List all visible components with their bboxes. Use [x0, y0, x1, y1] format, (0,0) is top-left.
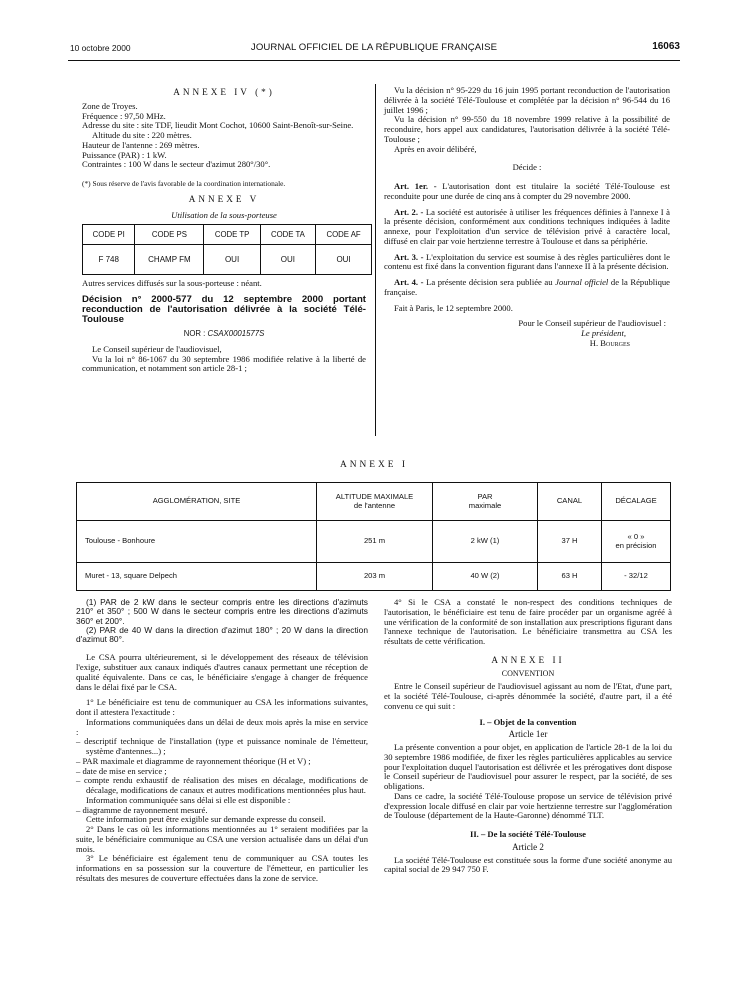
- footnote-1: (1) PAR de 2 kW dans le secteur compris entre les directions d'azimuts 210° et 350° ; 500 W dans le secteur compris entre les directions d'azimuts 360° et 200°.: [76, 597, 368, 626]
- annex2-title: ANNEXE II: [491, 654, 565, 665]
- article-4: [384, 278, 670, 298]
- article-text: L'autorisation dont est titulaire la société Télé-Toulouse est reconduite pour une durée de cinq ans à compter du 29 novembre 2000.: [384, 181, 670, 201]
- table-header-cell: CANAL: [538, 483, 602, 521]
- header-line: de l'antenne: [353, 500, 396, 510]
- page-number: 16063: [652, 41, 680, 52]
- table-row: [77, 521, 671, 563]
- offset-cell: - 32/12: [602, 563, 671, 591]
- body-paragraph: Informations communiquées dans un délai de deux mois après la mise en service :: [76, 716, 368, 737]
- article-text: La société est autorisée à utiliser les fréquences définies à l'annexe I à la présente décision, conformément aux conditions techniques indiquées à ladite annexe, pour l'exploitation d'un service de télévision privé à caractère local, diffusé en clair par voie hertzienne terrestre à Toulouse et dans sa périphérie.: [384, 206, 670, 246]
- right-column-top: [384, 86, 670, 349]
- table-header-cell: [433, 483, 538, 521]
- list-item: – diagramme de rayonnement mesuré.: [76, 804, 208, 815]
- left-column-bottom: [76, 598, 368, 884]
- article-2: [384, 208, 670, 247]
- decision-paragraph: Le Conseil supérieur de l'audiovisuel,: [92, 343, 222, 354]
- right-column-bottom: [384, 598, 672, 875]
- section-heading: II. – De la société Télé-Toulouse: [469, 829, 586, 839]
- annex5-title: ANNEXE V: [188, 193, 260, 204]
- body-paragraph: La société Télé-Toulouse est constituée sous la forme d'une société anonyme au capital social de 29 947 750 F.: [384, 854, 672, 875]
- body-paragraph: La présente convention a pour objet, en application de l'article 28-1 de la loi du 30 septembre 1986 modifiée, de fixer les règles particulières applicables au service pour l'exploitation duquel l'autorisation est délivrée et les prérogatives dont dispose le Conseil supérieur de l'audiovisuel pour assurer le respect, par la société, de ses obligations.: [384, 742, 672, 791]
- table-header-cell: CODE TP: [204, 225, 260, 245]
- nor-reference: [82, 329, 366, 339]
- right-paragraph: Après en avoir délibéré,: [394, 143, 477, 154]
- altitude-cell: 251 m: [317, 521, 433, 563]
- header-line: maximale: [468, 500, 502, 510]
- body-paragraph: Entre le Conseil supérieur de l'audiovisuel agissant au nom de l'Etat, d'une part, et la société Télé-Toulouse, ci-après dénommée la société, d'autre part, il a été convenu ce qui suit :: [384, 681, 672, 711]
- table-header-cell: CODE PS: [135, 225, 204, 245]
- table-header-row: [77, 483, 671, 521]
- offset-cell: [602, 521, 671, 563]
- table-header-cell: [317, 483, 433, 521]
- site-cell: Muret - 13, square Delpech: [77, 563, 317, 591]
- article-1: [384, 182, 670, 202]
- article-3: [384, 253, 670, 273]
- header-rule: [68, 60, 680, 61]
- nor-label: NOR :: [183, 329, 208, 338]
- signature-role: Le président,: [581, 328, 626, 338]
- annex4-line: Fréquence : 97,50 MHz.: [82, 110, 166, 121]
- par-cell: 40 W (2): [433, 563, 538, 591]
- header-date: 10 octobre 2000: [70, 43, 131, 53]
- list-item: – PAR maximale et diagramme de rayonnement théorique (H et V) ;: [76, 755, 311, 766]
- annex4-line: Altitude du site : 220 mètres.: [92, 130, 192, 140]
- list-item: – date de mise en service ;: [76, 765, 167, 776]
- section-heading: I. – Objet de la convention: [479, 716, 577, 727]
- right-paragraph: Vu la décision n° 95-229 du 16 juin 1995 portant reconduction de l'autorisation délivrée à la société Télé-Toulouse et complétée par la décision n° 96-544 du 16 juillet 1996 ;: [384, 85, 670, 115]
- table-header-cell: CODE AF: [316, 225, 372, 245]
- table-header-cell: DÉCALAGE: [602, 483, 671, 521]
- convention-heading: CONVENTION: [501, 668, 555, 678]
- article-label: Art. 2. -: [394, 206, 424, 217]
- subcarrier-table: [82, 224, 372, 275]
- annex5-subtitle: Utilisation de la sous-porteuse: [171, 209, 277, 220]
- body-paragraph: 4° Si le CSA a constaté le non-respect des conditions techniques de l'autorisation, le bénéficiaire est tenu de faire procéder par un organisme agréé à une vérification de la conformité de son installation aux prescriptions figurant dans l'annexe technique de l'autorisation. Le bénéficiaire transmettra au CSA les résultats de cette vérification.: [384, 597, 672, 646]
- table-cell: OUI: [316, 245, 372, 275]
- table-header-row: [83, 225, 372, 245]
- site-cell: Toulouse - Bonhoure: [77, 521, 317, 563]
- article-text: de la République française.: [384, 277, 670, 297]
- right-paragraph: Vu la décision n° 99-550 du 18 novembre 1999 relative à la possibilité de reconduire, hors appel aux candidatures, l'autorisation délivrée à la société Télé-Toulouse ;: [384, 114, 670, 144]
- table-header-cell: AGGLOMÉRATION, SITE: [77, 483, 317, 521]
- article-label: Art. 4. -: [394, 277, 424, 287]
- page-header: [0, 40, 748, 56]
- body-paragraph: 2° Dans le cas où les informations mentionnées au 1° seraient modifiées par la suite, le bénéficiaire communique au CSA une version actualisée dans un délai d'un mois.: [76, 824, 368, 854]
- annex4-title: ANNEXE IV (*): [173, 87, 275, 97]
- table-row: [83, 245, 372, 275]
- decision-title: Décision n° 2000-577 du 12 septembre 2000 portant reconduction de l'autorisation délivrée à la société Télé-Toulouse: [82, 294, 366, 325]
- list-item: – descriptif technique de l'installation (type et puissance nominale de l'émetteur, système d'antennes...) ;: [76, 736, 368, 757]
- frequency-table: [76, 482, 671, 591]
- table-cell: OUI: [260, 245, 315, 275]
- decide-heading: Décide :: [512, 162, 542, 173]
- signature-line: Pour le Conseil supérieur de l'audiovisuel :: [518, 318, 666, 329]
- nor-code: CSAX0001577S: [207, 329, 265, 338]
- annex4-line: Hauteur de l'antenne : 269 mètres.: [82, 139, 200, 150]
- altitude-cell: 203 m: [317, 563, 433, 591]
- body-paragraph: Dans ce cadre, la société Télé-Toulouse propose un service de télévision privé d'expression locale diffusé en clair par voie hertzienne terrestre sur l'agglomération de Toulouse (département de la Haute-Garonne) dénommé TLT.: [384, 790, 672, 821]
- decision-paragraph: Vu la loi n° 86-1067 du 30 septembre 1986 modifiée relative à la liberté de communication, et notamment son article 28-1 ;: [82, 353, 366, 374]
- body-paragraph: 3° Le bénéficiaire est également tenu de communiquer au CSA toutes les informations en sa possession sur la couverture de l'émetteur, en particulier les résultats des mesures de couverture effectuées dans la zone de service.: [76, 853, 368, 883]
- footnote-2: (2) PAR de 40 W dans la direction d'azimut 180° ; 20 W dans la direction d'azimut 80°.: [76, 624, 368, 645]
- body-paragraph: Information communiquée sans délai si elle est disponible :: [86, 794, 291, 805]
- body-paragraph: 1° Le bénéficiaire est tenu de communiquer au CSA les informations suivantes, dont il attestera l'exactitude :: [76, 697, 368, 718]
- signature-name: H. Bourges: [589, 337, 630, 348]
- annex4-line: Puissance (PAR) : 1 kW.: [82, 149, 167, 160]
- channel-cell: 63 H: [538, 563, 602, 591]
- header-line: PAR: [477, 491, 493, 501]
- offset-value: « 0 »: [627, 531, 645, 541]
- channel-cell: 37 H: [538, 521, 602, 563]
- annex5-note: Autres services diffusés sur la sous-porteuse : néant.: [82, 278, 262, 289]
- article-label: Art. 3. -: [394, 251, 424, 262]
- annex1-title: ANNEXE I: [339, 460, 408, 470]
- left-column-top: [82, 88, 366, 374]
- article-label: Art. 1er. -: [394, 181, 437, 191]
- table-cell: CHAMP FM: [135, 245, 204, 275]
- annex4-line: Contraintes : 100 W dans le secteur d'azimut 280°/30°.: [82, 159, 271, 170]
- annex4-footnote: (*) Sous réserve de l'avis favorable de la coordination internationale.: [82, 179, 286, 188]
- table-header-cell: CODE TA: [260, 225, 315, 245]
- article-text: La présente décision sera publiée au: [423, 277, 556, 287]
- column-divider: [375, 84, 376, 436]
- article-text: L'exploitation du service est soumise à des règles particulières dont le contenu est fixé dans la convention figurant dans l'annexe II à la présente décision.: [384, 251, 670, 272]
- article-heading: Article 1er: [508, 729, 548, 740]
- par-cell: 2 kW (1): [433, 521, 538, 563]
- journal-name: Journal officiel: [555, 277, 609, 287]
- body-paragraph: Le CSA pourra ultérieurement, si le développement des réseaux de télévision l'exige, substituer aux canaux indiqués d'autres canaux permettant une réception de qualité équivalente. Dans ce cas, le bénéficiaire s'engage à changer de fréquence dans le délai fixé par le CSA.: [76, 652, 368, 692]
- table-row: [77, 563, 671, 591]
- offset-note: en précision: [615, 540, 657, 550]
- table-header-cell: CODE PI: [83, 225, 135, 245]
- annex4-address: Adresse du site : site TDF, lieudit Mont Cochot, 10600 Saint-Benoît-sur-Seine.: [82, 120, 354, 131]
- journal-title: JOURNAL OFFICIEL DE LA RÉPUBLIQUE FRANÇAISE: [250, 42, 498, 53]
- done-at: Fait à Paris, le 12 septembre 2000.: [394, 302, 513, 313]
- list-item: – compte rendu exhaustif de réalisation des mises en décalage, modifications de décalage, modifications de canaux et autres modifications mentionnées plus haut.: [76, 775, 368, 796]
- table-cell: F 748: [83, 245, 135, 275]
- header-line: ALTITUDE MAXIMALE: [335, 491, 414, 501]
- table-cell: OUI: [204, 245, 260, 275]
- body-paragraph: Cette information peut être exigible sur demande expresse du conseil.: [86, 814, 326, 825]
- annex4-line: Zone de Troyes.: [82, 100, 138, 111]
- article-heading: Article 2: [512, 841, 544, 852]
